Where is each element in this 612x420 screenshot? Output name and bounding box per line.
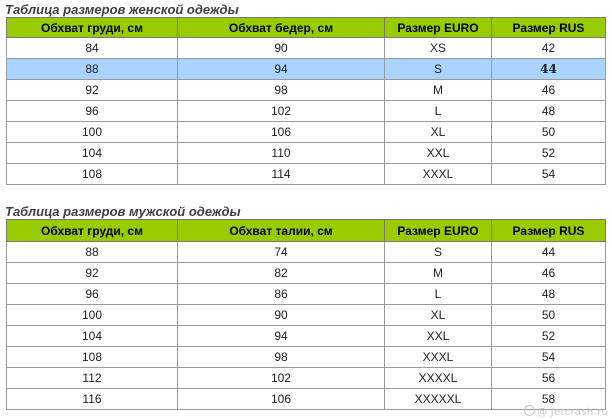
table-cell: 108 [7,164,178,185]
header-chest: Обхват груди, см [7,220,178,242]
table-cell: 96 [7,284,178,305]
table-cell: 98 [178,347,385,368]
header-chest: Обхват груди, см [7,18,178,38]
table-cell: 90 [178,38,385,59]
table-cell: XL [385,305,492,326]
table-cell: 58 [492,389,606,410]
table-cell: 46 [492,80,606,101]
table-row [7,368,606,389]
women-size-table [6,17,606,185]
table-cell: 104 [7,326,178,347]
table-cell: XXL [385,326,492,347]
table-cell: 90 [178,305,385,326]
women-table-body [7,38,606,185]
table-cell: M [385,263,492,284]
table-cell: 48 [492,101,606,122]
table-cell: 54 [492,164,606,185]
table-row [7,80,606,101]
table-cell: 100 [7,305,178,326]
table-row [7,164,606,185]
table-cell: 116 [7,389,178,410]
table-cell: 82 [178,263,385,284]
table-cell: 88 [7,59,178,80]
table-cell: 110 [178,143,385,164]
table-row [7,101,606,122]
table-cell: XXL [385,143,492,164]
table-cell: 46 [492,263,606,284]
table-cell: 44 [492,242,606,263]
women-table-caption: Таблица размеров женской одежды [5,2,239,17]
header-euro-size: Размер EURO [385,18,492,38]
table-cell: S [385,242,492,263]
table-row [7,38,606,59]
table-cell: S [385,59,492,80]
table-cell: 92 [7,263,178,284]
table-row [7,284,606,305]
table-row [7,122,606,143]
table-cell: L [385,284,492,305]
table-cell: 100 [7,122,178,143]
table-cell: XS [385,38,492,59]
header-rus-size: Размер RUS [492,220,606,242]
table-cell: 56 [492,368,606,389]
watermark-text: @ Jetcrash.ru [536,407,608,418]
header-euro-size: Размер EURO [385,220,492,242]
table-cell: 94 [178,59,385,80]
table-cell: 96 [7,101,178,122]
table-cell: 88 [7,242,178,263]
table-cell: 114 [178,164,385,185]
table-cell: 42 [492,38,606,59]
table-cell: 112 [7,368,178,389]
men-table-body [7,242,606,410]
table-row [7,59,606,80]
table-cell: 44 [492,59,606,80]
header-rus-size: Размер RUS [492,18,606,38]
table-cell: 102 [178,368,385,389]
table-cell: 102 [178,101,385,122]
table-cell: 52 [492,326,606,347]
table-cell: 106 [178,122,385,143]
table-cell: L [385,101,492,122]
table-cell: XXXXL [385,368,492,389]
table-cell: 94 [178,326,385,347]
men-table-caption: Таблица размеров мужской одежды [5,204,241,219]
table-row [7,242,606,263]
table-cell: XXXXXL [385,389,492,410]
table-cell: 50 [492,305,606,326]
table-row [7,326,606,347]
table-cell: 98 [178,80,385,101]
table-cell: 106 [178,389,385,410]
table-cell: XL [385,122,492,143]
table-cell: 86 [178,284,385,305]
watermark [524,405,608,418]
table-row [7,143,606,164]
watermark-logo-icon [524,405,535,416]
table-cell: 92 [7,80,178,101]
table-header-row [7,220,606,242]
table-cell: 48 [492,284,606,305]
table-header-row [7,18,606,38]
men-size-table [6,219,606,410]
table-cell: 84 [7,38,178,59]
table-cell: 104 [7,143,178,164]
table-row [7,389,606,410]
table-cell: 52 [492,143,606,164]
table-row [7,347,606,368]
table-row [7,305,606,326]
table-cell: 74 [178,242,385,263]
table-cell: 54 [492,347,606,368]
table-row [7,263,606,284]
header-waist: Обхват талии, см [178,220,385,242]
header-hips: Обхват бедер, см [178,18,385,38]
table-cell: M [385,80,492,101]
table-cell: XXXL [385,164,492,185]
table-cell: 50 [492,122,606,143]
table-cell: XXXL [385,347,492,368]
table-cell: 108 [7,347,178,368]
